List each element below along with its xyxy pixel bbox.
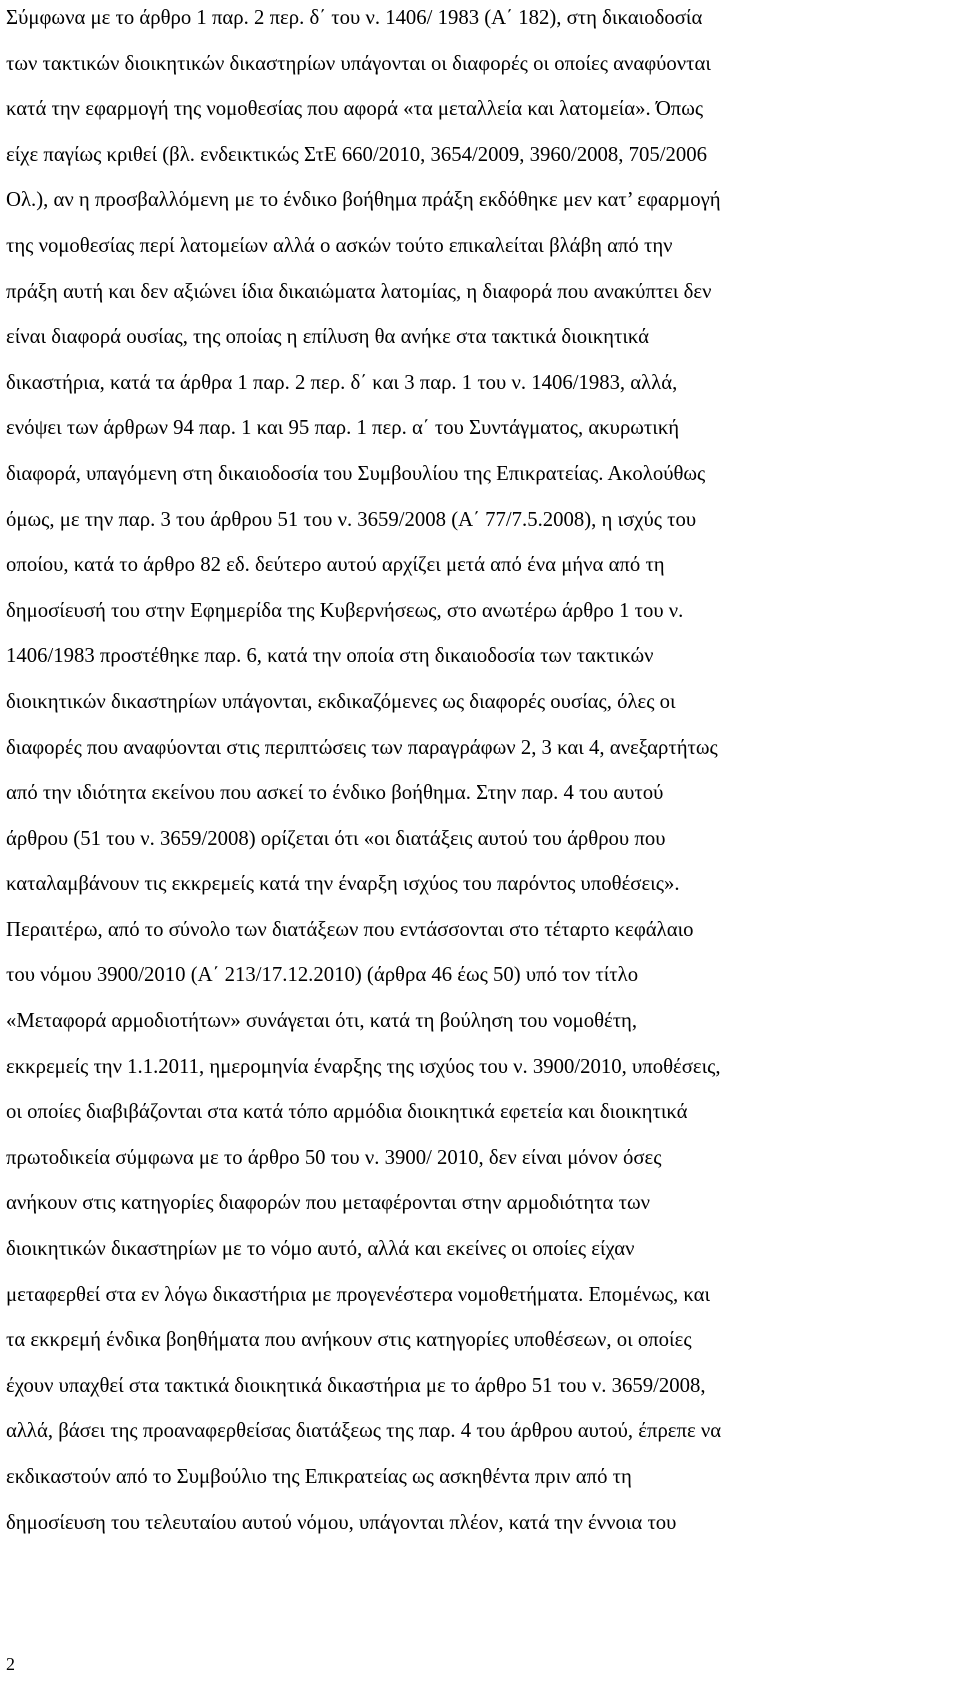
text-line: της νομοθεσίας περί λατομείων αλλά ο ασκών τούτο επικαλείται βλάβη από την [6, 234, 673, 257]
text-line: διαφορά, υπαγόμενη στη δικαιοδοσία του Συμβουλίου της Επικρατείας. Ακολούθως [6, 462, 706, 485]
text-line: δικαστήρια, κατά τα άρθρα 1 παρ. 2 περ. δ΄ και 3 παρ. 1 του ν. 1406/1983, αλλά, [6, 371, 678, 394]
text-line: των τακτικών διοικητικών δικαστηρίων υπάγονται οι διαφορές οι οποίες αναφύονται [6, 52, 711, 75]
text-line: άρθρου (51 του ν. 3659/2008) ορίζεται ότι «οι διατάξεις αυτού του άρθρου που [6, 827, 666, 850]
page-number: 2 [6, 1654, 15, 1674]
text-line: κατά την εφαρμογή της νομοθεσίας που αφορά «τα μεταλλεία και λατομεία». Όπως [6, 98, 704, 121]
text-line: 1406/1983 προστέθηκε παρ. 6, κατά την οποία στη δικαιοδοσία των τακτικών [6, 645, 654, 668]
text-line: διαφορές που αναφύονται στις περιπτώσεις των παραγράφων 2, 3 και 4, ανεξαρτήτως [6, 736, 718, 759]
text-line: οι οποίες διαβιβάζονται στα κατά τόπο αρμόδια διοικητικά εφετεία και διοικητικά [6, 1101, 688, 1124]
text-line: από την ιδιότητα εκείνου που ασκεί το ένδικο βοήθημα. Στην παρ. 4 του αυτού [6, 782, 664, 805]
text-line: ανήκουν στις κατηγορίες διαφορών που μεταφέρονται στην αρμοδιότητα των [6, 1192, 650, 1215]
text-line: δημοσίευσή του στην Εφημερίδα της Κυβερνήσεως, στο ανωτέρω άρθρο 1 του ν. [6, 599, 684, 622]
text-line: «Μεταφορά αρμοδιοτήτων» συνάγεται ότι, κατά τη βούληση του νομοθέτη, [6, 1010, 638, 1033]
text-line: διοικητικών δικαστηρίων υπάγονται, εκδικαζόμενες ως διαφορές ουσίας, όλες οι [6, 690, 676, 713]
text-line: Περαιτέρω, από το σύνολο των διατάξεων που εντάσσονται στο τέταρτο κεφάλαιο [6, 918, 694, 941]
text-line: εκδικαστούν από το Συμβούλιο της Επικρατείας ως ασκηθέντα πριν από τη [6, 1466, 632, 1488]
text-line: ενόψει των άρθρων 94 παρ. 1 και 95 παρ. 1 περ. α΄ του Συντάγματος, ακυρωτική [6, 417, 680, 440]
text-line: είχε παγίως κριθεί (βλ. ενδεικτικώς ΣτΕ 660/2010, 3654/2009, 3960/2008, 705/2006 [6, 143, 707, 166]
text-line: Ολ.), αν η προσβαλλόμενη με το ένδικο βοήθημα πράξη εκδόθηκε μεν κατ’ εφαρμογή [6, 189, 721, 212]
text-line: όμως, με την παρ. 3 του άρθρου 51 του ν. 3659/2008 (Α΄ 77/7.5.2008), η ισχύς του [6, 508, 697, 531]
text-line: δημοσίευση του τελευταίου αυτού νόμου, υπάγονται πλέον, κατά την έννοια του [6, 1511, 677, 1534]
text-line: είναι διαφορά ουσίας, της οποίας η επίλυση θα ανήκε στα τακτικά διοικητικά [6, 326, 650, 349]
text-line: έχουν υπαχθεί στα τακτικά διοικητικά δικαστήρια με το άρθρο 51 του ν. 3659/2008, [6, 1374, 706, 1397]
text-line: πράξη αυτή και δεν αξιώνει ίδια δικαιώματα λατομίας, η διαφορά που ανακύπτει δεν [6, 280, 712, 303]
text-line: πρωτοδικεία σύμφωνα με το άρθρο 50 του ν. 3900/ 2010, δεν είναι μόνον όσες [6, 1146, 662, 1169]
text-line: καταλαμβάνουν τις εκκρεμείς κατά την έναρξη ισχύος του παρόντος υποθέσεις». [6, 873, 680, 896]
body-paragraph [6, 0, 960, 1546]
text-line: αλλά, βάσει της προαναφερθείσας διατάξεως της παρ. 4 του άρθρου αυτού, έπρεπε να [6, 1420, 722, 1443]
text-line: του νόμου 3900/2010 (Α΄ 213/17.12.2010) (άρθρα 46 έως 50) υπό τον τίτλο [6, 964, 639, 987]
text-line: τα εκκρεμή ένδικα βοηθήματα που ανήκουν στις κατηγορίες υποθέσεων, οι οποίες [6, 1329, 692, 1352]
text-line: Σύμφωνα με το άρθρο 1 παρ. 2 περ. δ΄ του ν. 1406/ 1983 (Α΄ 182), στη δικαιοδοσία [6, 7, 703, 29]
text-line: διοικητικών δικαστηρίων με το νόμο αυτό, αλλά και εκείνες οι οποίες είχαν [6, 1238, 635, 1261]
text-line: εκκρεμείς την 1.1.2011, ημερομηνία έναρξης της ισχύος του ν. 3900/2010, υποθέσεις, [6, 1055, 721, 1078]
text-line: οποίου, κατά το άρθρο 82 εδ. δεύτερο αυτού αρχίζει μετά από ένα μήνα από τη [6, 554, 665, 577]
text-line: μεταφερθεί στα εν λόγω δικαστήρια με προγενέστερα νομοθετήματα. Επομένως, και [6, 1283, 711, 1306]
